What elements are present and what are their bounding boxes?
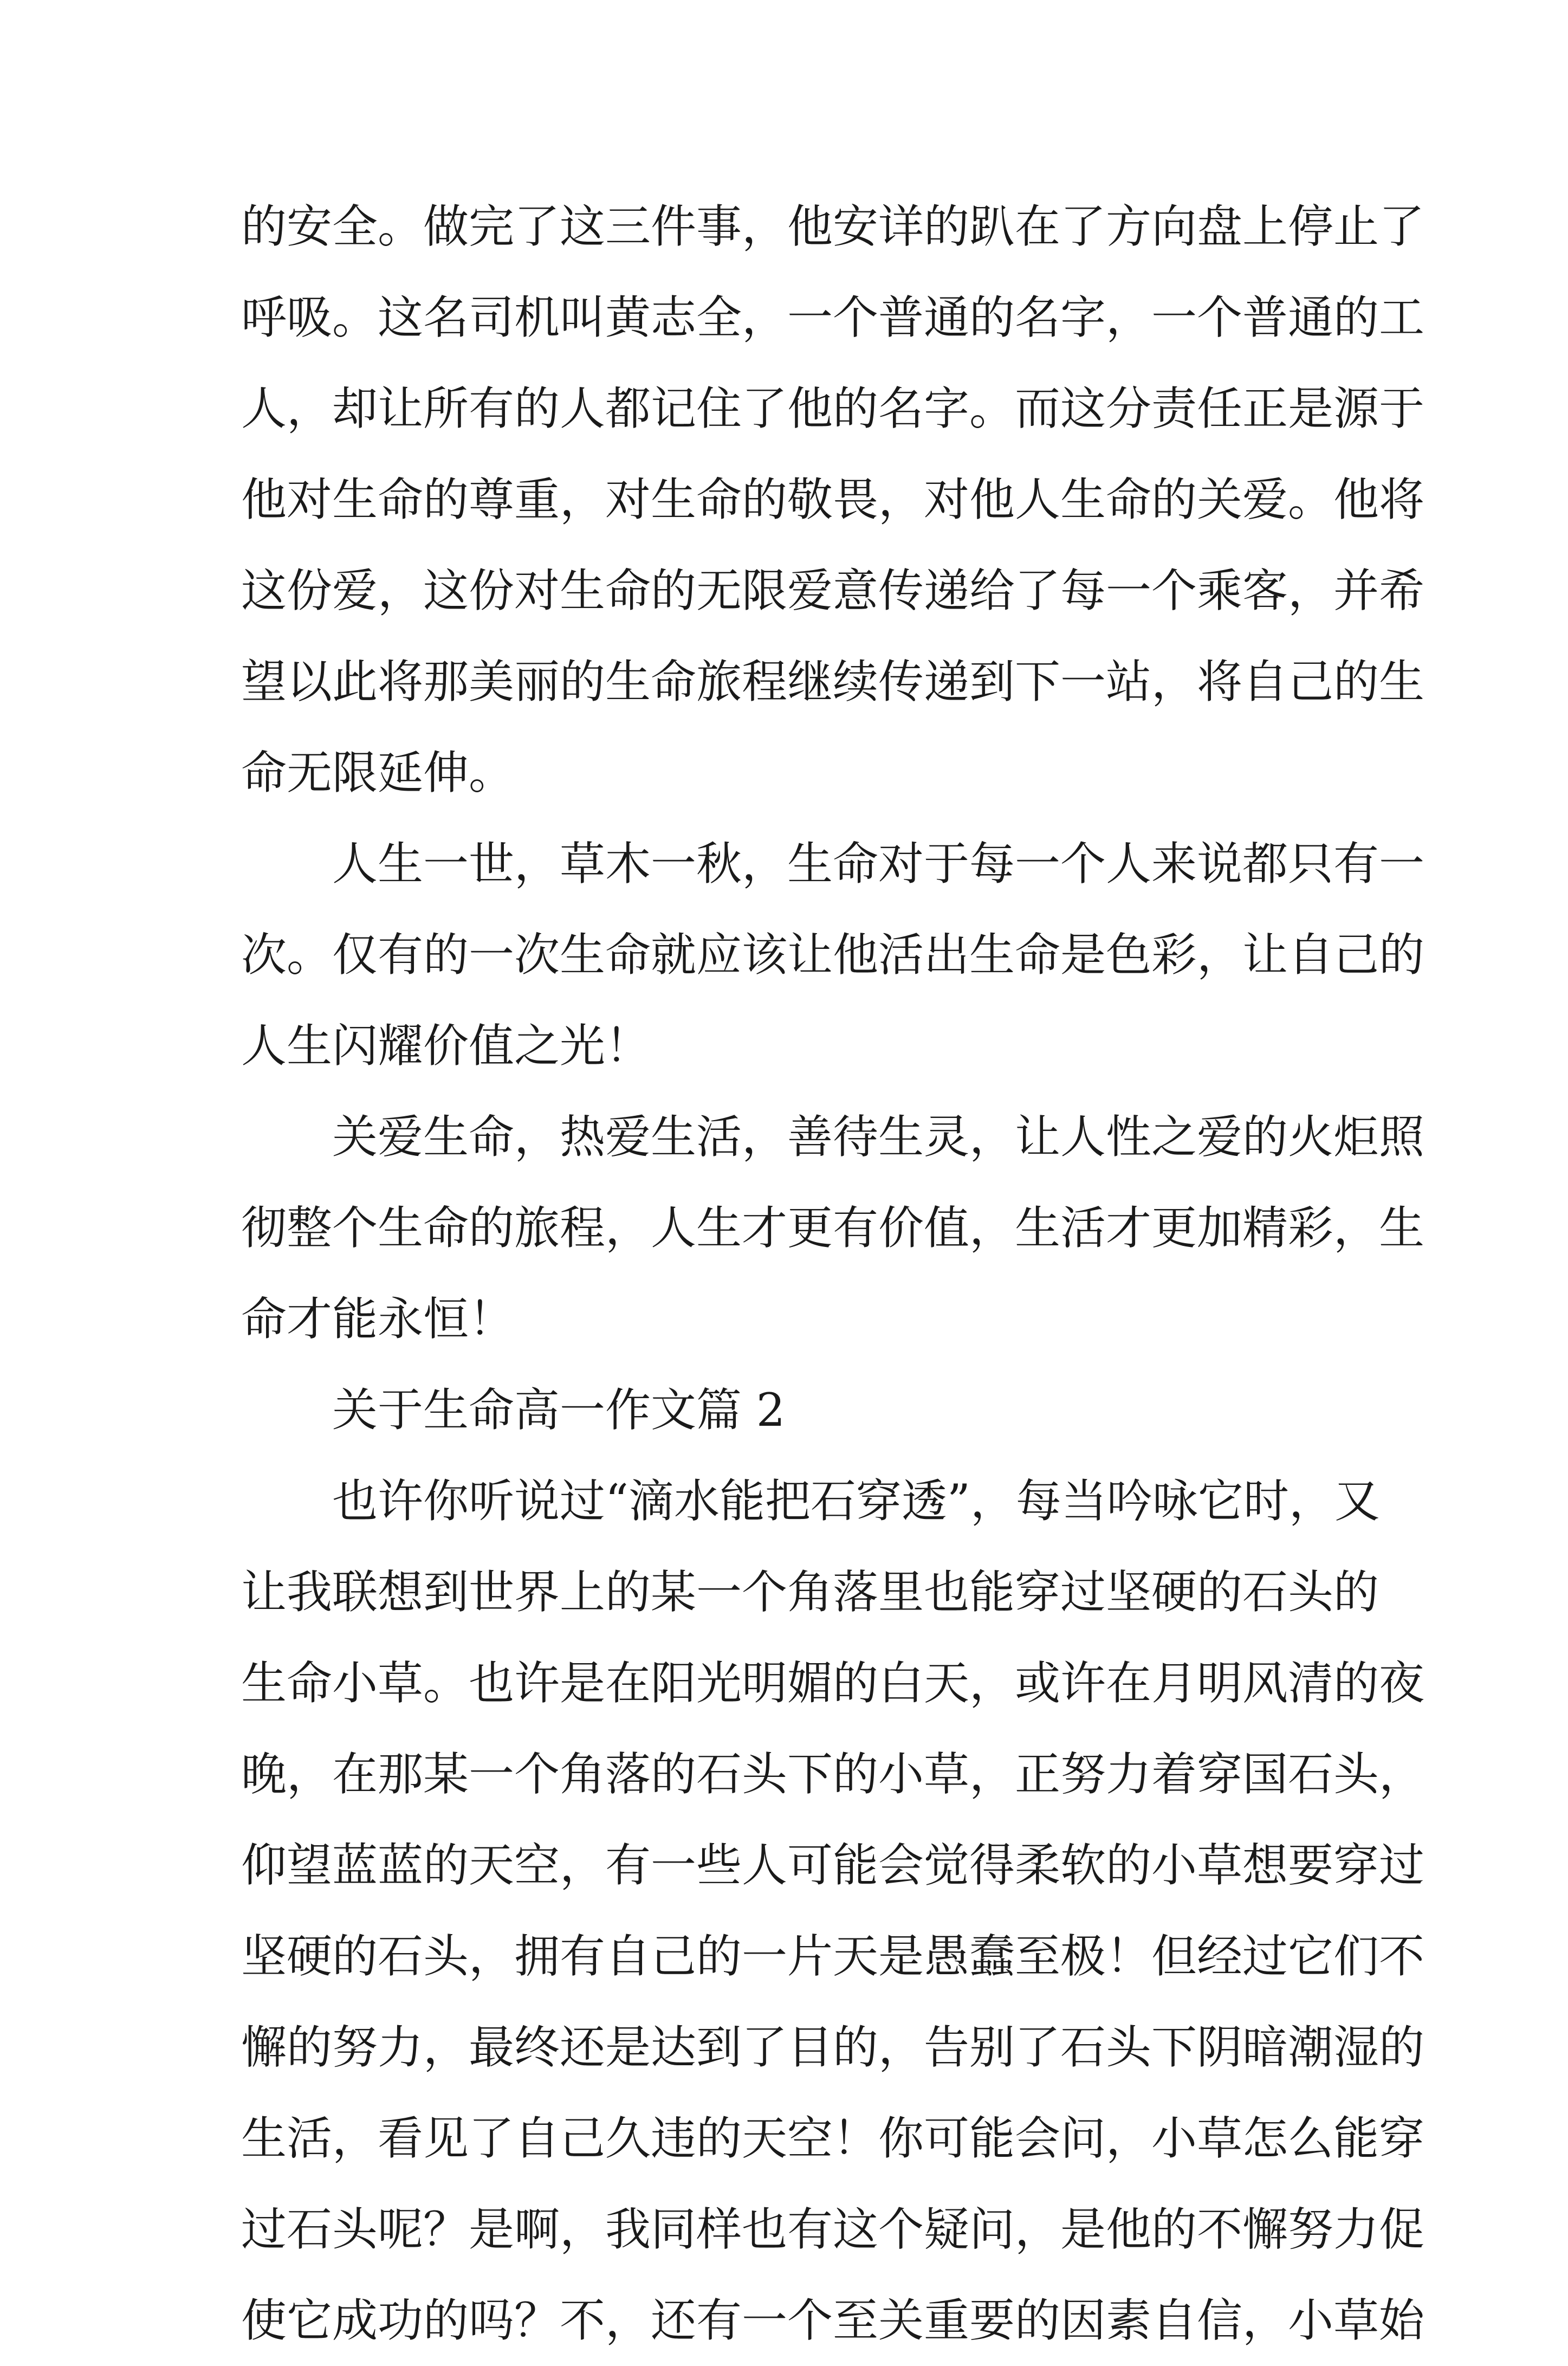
text-line: 生命小草。也许是在阳光明媚的白天，或许在月明风清的夜 [241, 1657, 1425, 1710]
text-line: 彻整个生命的旅程，人生才更有价值，生活才更加精彩，生 [241, 1201, 1425, 1255]
text-line: 人生闪耀价值之光！ [241, 1019, 651, 1072]
text-line: 人，却让所有的人都记住了他的名字。而这分责任正是源于 [241, 382, 1425, 435]
text-line: 望以此将那美丽的生命旅程继续传递到下一站，将自己的生 [241, 655, 1425, 708]
text-line: 让我联想到世界上的某一个角落里也能穿过坚硬的石头的 [241, 1566, 1379, 1619]
text-line: 懈的努力，最终还是达到了目的，告别了石头下阴暗潮湿的 [241, 2021, 1425, 2074]
text-line: 他对生命的尊重，对生命的敬畏，对他人生命的关爱。他将 [241, 473, 1425, 526]
text-line: 生活，看见了自己久违的天空！你可能会问，小草怎么能穿 [241, 2112, 1425, 2165]
document-body [241, 181, 1425, 2366]
text-line: 次。仅有的一次生命就应该让他活出生命是色彩，让自己的 [241, 928, 1425, 981]
text-line: 的安全。做完了这三件事，他安详的趴在了方向盘上停止了 [241, 200, 1425, 253]
text-line: 坚硬的石头，拥有自己的一片天是愚蠢至极！但经过它们不 [241, 1930, 1425, 1983]
text-line: 关爱生命，热爱生活，善待生灵，让人性之爱的火炬照 [332, 1110, 1425, 1163]
text-line: 仰望蓝蓝的天空，有一些人可能会觉得柔软的小草想要穿过 [241, 1839, 1425, 1892]
text-line: 关于生命高一作文篇 2 [332, 1384, 786, 1437]
text-line: 命才能永恒！ [241, 1292, 515, 1346]
text-line: 也许你听说过“滴水能把石穿透”，每当吟咏它时，又 [332, 1475, 1380, 1528]
text-line: 使它成功的吗？不，还有一个至关重要的因素自信，小草始 [241, 2294, 1425, 2347]
text-line: 这份爱，这份对生命的无限爱意传递给了每一个乘客，并希 [241, 564, 1425, 617]
text-line: 过石头呢？是啊，我同样也有这个疑问，是他的不懈努力促 [241, 2203, 1425, 2256]
text-line: 人生一世，草木一秋，生命对于每一个人来说都只有一 [332, 837, 1425, 890]
text-line: 呼吸。这名司机叫黄志全，一个普通的名字，一个普通的工 [241, 291, 1425, 344]
text-line: 命无限延伸。 [241, 746, 515, 799]
text-line: 晚，在那某一个角落的石头下的小草，正努力着穿国石头， [241, 1748, 1425, 1801]
